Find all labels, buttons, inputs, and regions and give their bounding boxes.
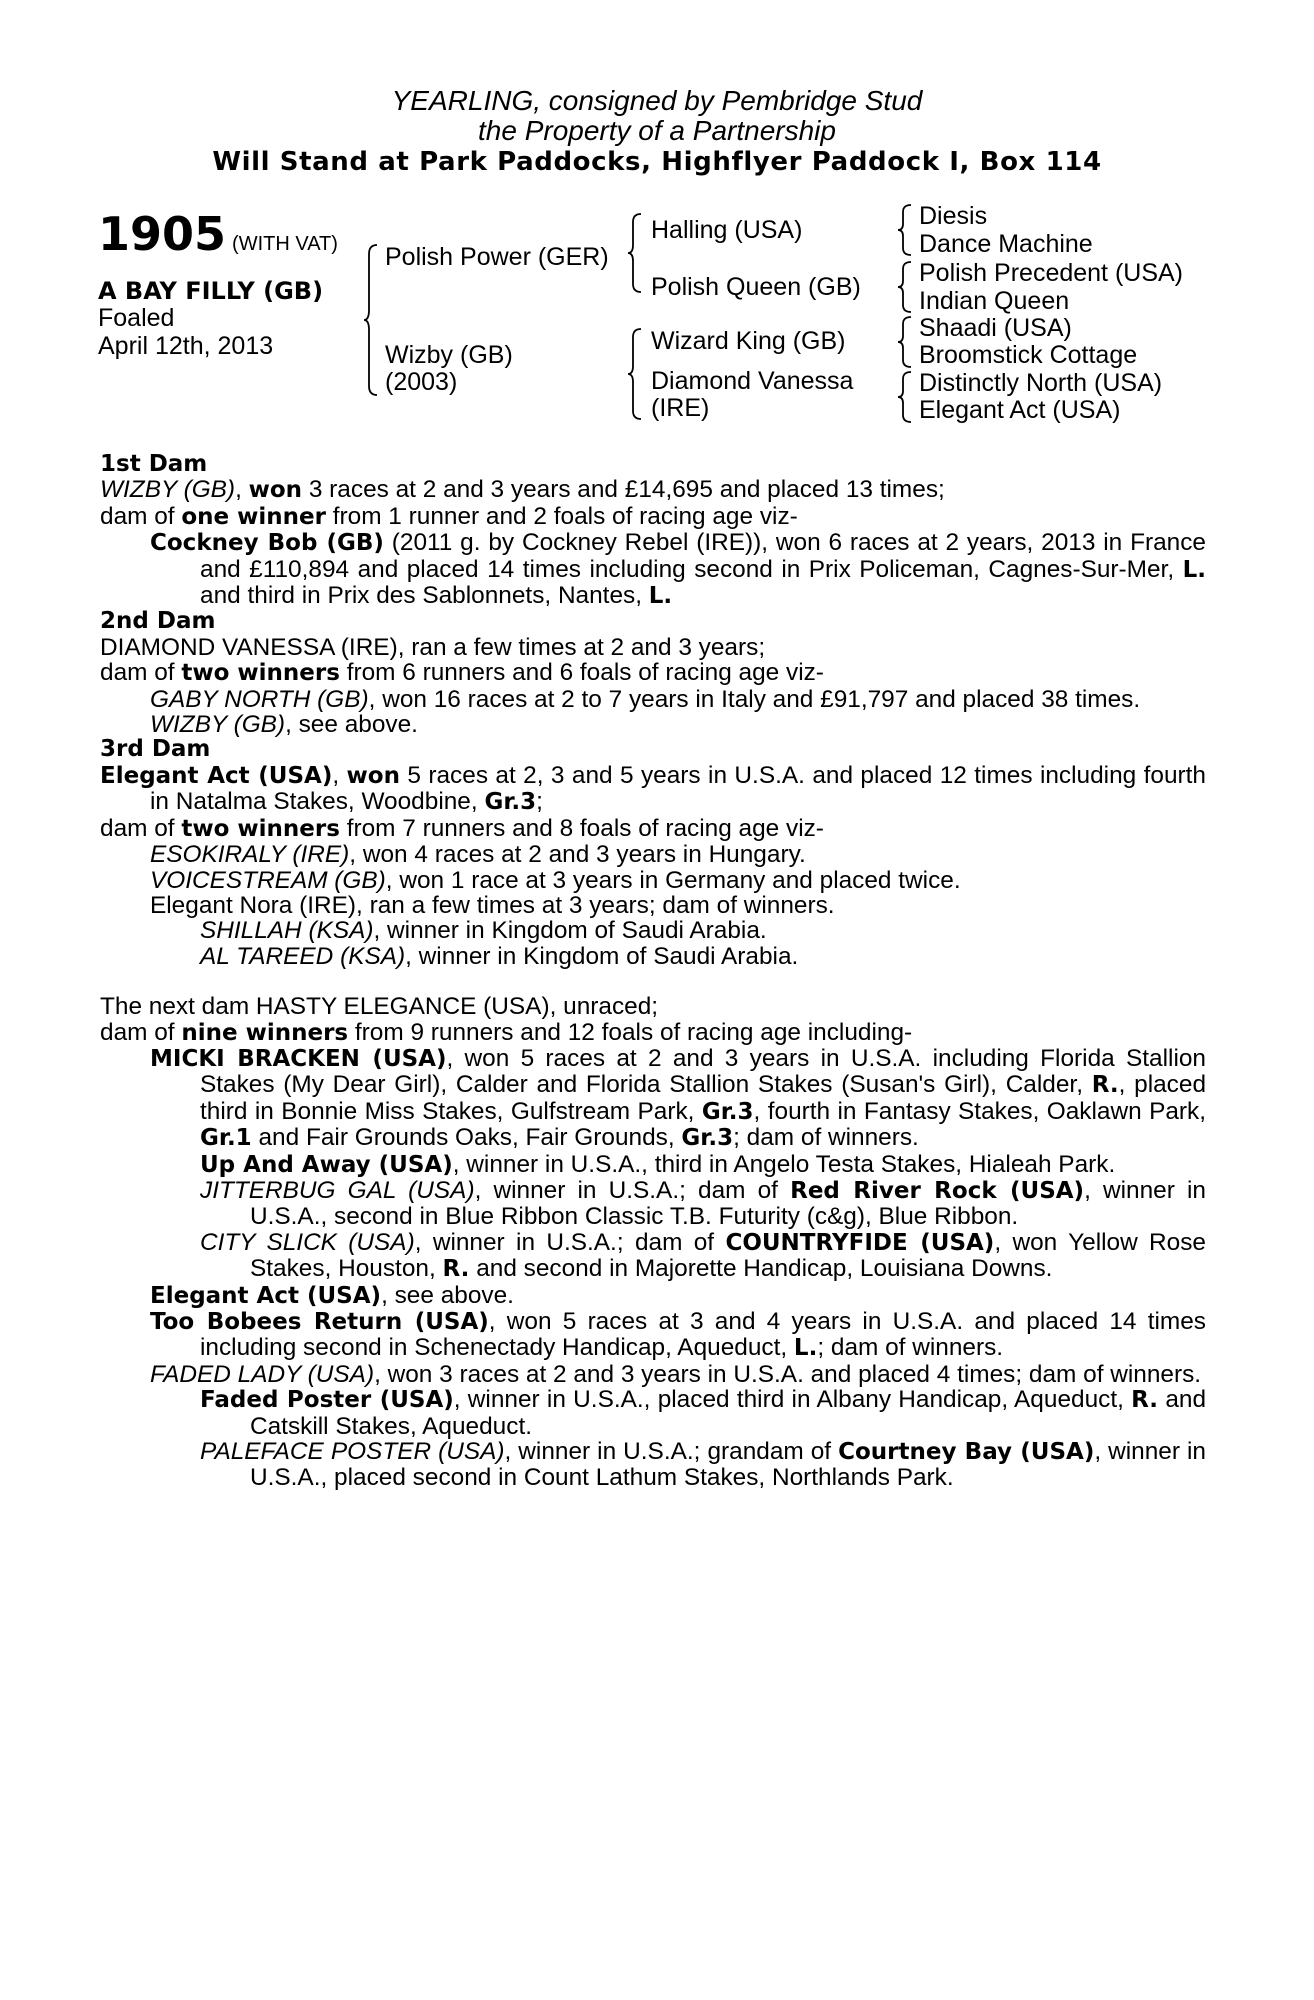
courtney-bay-record: , winner in U.S.A., placed second in Count Lathum Stakes, Northlands Park. xyxy=(250,1438,1206,1492)
countryfide-record-2: and second in Majorette Handicap, Louisiana Downs. xyxy=(476,1255,1053,1283)
city-slick-name: CITY SLICK (USA) xyxy=(200,1228,415,1256)
pedigree-brace-g34 xyxy=(897,261,913,313)
too-bobees-return-entry xyxy=(100,1309,1206,1362)
micki-bracken-record-3: , fourth in Fantasy Stakes, Oaklawn Park, xyxy=(753,1097,1206,1125)
second-dam-produce xyxy=(100,660,1206,686)
second-dam-line: DIAMOND VANESSA (IRE), ran a few times at 2 and 3 years; xyxy=(100,633,766,661)
section-gap xyxy=(100,969,1206,994)
faded-poster-entry xyxy=(100,1387,1206,1439)
produce-summary: from 6 runners and 6 foals of racing age viz- xyxy=(346,659,824,687)
micki-bracken-record-5: ; dam of winners. xyxy=(733,1124,919,1152)
faded-poster-record: , winner in U.S.A., placed third in Albany Handicap, Aqueduct, xyxy=(453,1386,1124,1414)
gaby-north-record: , won 16 races at 2 to 7 years in Italy and £91,797 and placed 38 times. xyxy=(368,685,1141,713)
cockney-bob-entry xyxy=(100,530,1206,609)
pedigree-dam-dam: Diamond Vanessa xyxy=(651,367,854,395)
al-tareed-record: , winner in Kingdom of Saudi Arabia. xyxy=(405,942,799,970)
red-river-rock-record: , winner in U.S.A., second in Blue Ribbon Classic T.B. Futurity (c&g), Blue Ribbon. xyxy=(250,1176,1206,1231)
header-location: Will Stand at Park Paddocks, Highflyer Paddock I, Box 114 xyxy=(212,147,1102,177)
pedigree-sire: Polish Power (GER) xyxy=(385,243,609,271)
faded-lady-name: FADED LADY (USA) xyxy=(150,1360,375,1388)
dam-of: dam of xyxy=(100,1018,175,1046)
third-dam-heading: 3rd Dam xyxy=(100,736,211,763)
pedigree-brace-g78 xyxy=(897,371,913,423)
pedigree-g3: Polish Precedent (USA) xyxy=(919,259,1184,287)
shillah-name: SHILLAH (KSA) xyxy=(200,917,374,945)
winner-count: one winner xyxy=(181,503,326,530)
countryfide-record: , won Yellow Rose Stakes, Houston, xyxy=(250,1228,1206,1283)
pedigree-g1: Diesis xyxy=(919,202,988,230)
jitterbug-gal-entry xyxy=(100,1178,1206,1230)
dam-of: dam of xyxy=(100,659,175,687)
up-and-away-name: Up And Away (USA) xyxy=(200,1151,453,1178)
up-and-away-entry xyxy=(100,1152,1206,1178)
voicestream-name: VOICESTREAM (GB) xyxy=(150,866,386,894)
faded-poster-record-2: and Catskill Stakes, Aqueduct. xyxy=(250,1386,1207,1440)
pedigree-brace-g12 xyxy=(897,204,913,256)
red-river-rock-name: Red River Rock (USA) xyxy=(790,1177,1085,1204)
too-bobees-return-record-2: ; dam of winners. xyxy=(817,1334,1004,1362)
faded-lady-entry xyxy=(100,1362,1206,1387)
listed-marker: L. xyxy=(1182,556,1206,583)
al-tareed-entry xyxy=(100,944,1206,969)
wizby-name: WIZBY (GB) xyxy=(150,711,286,739)
first-dam-produce xyxy=(100,504,1206,530)
second-dam-heading: 2nd Dam xyxy=(100,608,216,635)
micki-bracken-record-2: , placed third in Bonnie Miss Stakes, Gulfstream Park, xyxy=(200,1071,1207,1125)
too-bobees-return-record: , won 5 races at 3 and 4 years in U.S.A. and placed 14 times including second in Schenectady Handicap, Aqueduct, xyxy=(200,1308,1207,1362)
vat-label: (WITH VAT) xyxy=(232,233,338,255)
pedigree-g5: Shaadi (USA) xyxy=(919,314,1072,342)
pedigree-dam: Wizby (GB) xyxy=(385,341,513,369)
gaby-north-entry xyxy=(100,687,1206,712)
group-marker: Gr.3 xyxy=(701,1098,754,1125)
too-bobees-return-name: Too Bobees Return (USA) xyxy=(150,1309,489,1335)
third-dam-produce xyxy=(100,816,1206,842)
listed-marker: L. xyxy=(793,1335,818,1362)
gaby-north-name: GABY NORTH (GB) xyxy=(150,685,369,713)
pedigree-dam-dam-country: (IRE) xyxy=(651,394,710,422)
elegant-nora-entry: Elegant Nora (IRE), ran a few times at 3 years; dam of winners. xyxy=(150,891,835,919)
voicestream-entry xyxy=(100,868,1206,893)
restricted-marker: R. xyxy=(442,1256,470,1283)
listed-marker: L. xyxy=(648,583,673,610)
pedigree-brace-sire xyxy=(627,213,643,293)
pedigree-dam-sire: Wizard King (GB) xyxy=(651,327,846,355)
shillah-entry xyxy=(100,918,1206,943)
esokiraly-record: , won 4 races at 2 and 3 years in Hungary. xyxy=(349,841,806,869)
winner-count: two winners xyxy=(181,815,340,842)
shillah-record: , winner in Kingdom of Saudi Arabia. xyxy=(373,917,767,945)
dam-of: dam of xyxy=(100,814,175,842)
pedigree-brace-main xyxy=(363,244,379,396)
voicestream-record: , won 1 race at 3 years in Germany and placed twice. xyxy=(385,866,961,894)
elegant-act-entry: Elegant Act (USA), won 5 races at 2, 3 and 5 years in U.S.A. and placed 12 times including fourth in Natalma Stakes, Woodbine, Gr.3; xyxy=(100,761,1207,816)
al-tareed-name: AL TAREED (KSA) xyxy=(200,942,406,970)
pedigree-brace-g56 xyxy=(897,316,913,368)
jitterbug-gal-name: JITTERBUG GAL (USA) xyxy=(200,1176,475,1204)
paleface-poster-record: , winner in U.S.A.; grandam of xyxy=(504,1438,832,1466)
micki-bracken-record: , won 5 races at 2 and 3 years in U.S.A. including Florida Stallion Stakes (My Dear Girl), Calder and Florida Stallion Stakes (Susan's Girl), Calder, xyxy=(200,1044,1206,1099)
faded-lady-record: , won 3 races at 2 and 3 years in U.S.A. and placed 4 times; dam of winners. xyxy=(374,1360,1202,1388)
header-consignor: YEARLING, consigned by Pembridge Stud xyxy=(391,85,923,116)
pedigree-dam-year: (2003) xyxy=(385,368,458,396)
wizby-name: WIZBY (GB) xyxy=(100,476,236,504)
pedigree-g4: Indian Queen xyxy=(919,287,1070,315)
won-label: won xyxy=(346,762,400,789)
group-marker: Gr.3 xyxy=(484,789,537,816)
jitterbug-gal-record: , winner in U.S.A.; dam of xyxy=(474,1176,778,1204)
winner-count: two winners xyxy=(181,660,340,687)
next-dam-line: The next dam HASTY ELEGANCE (USA), unraced; xyxy=(100,993,659,1021)
paleface-poster-name: PALEFACE POSTER (USA) xyxy=(200,1438,505,1466)
elegant-act-name: Elegant Act (USA) xyxy=(100,762,333,789)
wizby-record: 3 races at 2 and 3 years and £14,695 and placed 13 times; xyxy=(308,476,945,504)
pedigree-g6: Broomstick Cottage xyxy=(919,341,1138,369)
restricted-marker: R. xyxy=(1131,1387,1159,1414)
pedigree-g7: Distinctly North (USA) xyxy=(919,369,1163,397)
lot-description: A BAY FILLY (GB) xyxy=(98,277,324,305)
wizby-see-above: , see above. xyxy=(285,711,418,739)
pedigree-sire-dam: Polish Queen (GB) xyxy=(651,273,861,301)
courtney-bay-name: Courtney Bay (USA) xyxy=(838,1439,1095,1466)
city-slick-entry xyxy=(100,1230,1206,1283)
winner-count: nine winners xyxy=(181,1019,349,1046)
first-dam-line: WIZBY (GB), won 3 races at 2 and 3 years and £14,695 and placed 13 times; xyxy=(100,476,945,504)
cockney-bob-name: Cockney Bob (GB) xyxy=(150,530,384,557)
micki-bracken-entry xyxy=(100,1046,1206,1152)
group-marker: Gr.3 xyxy=(681,1125,734,1152)
restricted-marker: R. xyxy=(1091,1072,1119,1099)
micki-bracken-record-4: and Fair Grounds Oaks, Fair Grounds, xyxy=(258,1124,675,1152)
produce-summary: from 9 runners and 12 foals of racing age including- xyxy=(354,1018,913,1046)
elegant-act-see-above-text: , see above. xyxy=(381,1281,514,1309)
pedigree-g2: Dance Machine xyxy=(919,230,1093,258)
foaled-label: Foaled xyxy=(98,304,175,332)
esokiraly-name: ESOKIRALY (IRE) xyxy=(150,841,350,869)
next-dam-produce xyxy=(100,1020,1206,1046)
foaled-date: April 12th, 2013 xyxy=(98,332,274,360)
won-label: won xyxy=(248,477,303,504)
header-property: the Property of a Partnership xyxy=(478,115,836,146)
pedigree-g8: Elegant Act (USA) xyxy=(919,396,1121,424)
first-dam-heading: 1st Dam xyxy=(100,451,208,477)
esokiraly-entry xyxy=(100,842,1206,867)
dam-of: dam of xyxy=(100,502,175,530)
faded-poster-name: Faded Poster (USA) xyxy=(200,1387,454,1414)
produce-summary: from 1 runner and 2 foals of racing age viz- xyxy=(332,502,798,530)
elegant-act-see-above xyxy=(100,1283,1206,1309)
paleface-poster-entry xyxy=(100,1439,1206,1491)
pedigree-sire-sire: Halling (USA) xyxy=(651,216,803,244)
group-marker: Gr.1 xyxy=(200,1125,252,1152)
lot-number: 1905 xyxy=(98,207,227,261)
city-slick-record: , winner in U.S.A.; dam of xyxy=(414,1228,715,1256)
up-and-away-record: , winner in U.S.A., third in Angelo Testa Stakes, Hialeah Park. xyxy=(452,1150,1116,1178)
produce-summary: from 7 runners and 8 foals of racing age viz- xyxy=(346,814,824,842)
elegant-act-name: Elegant Act (USA) xyxy=(150,1282,382,1309)
micki-bracken-name: MICKI BRACKEN (USA) xyxy=(150,1045,447,1072)
pedigree-brace-dam xyxy=(627,328,643,420)
cockney-bob-record: (2011 g. by Cockney Rebel (IRE)), won 6 races at 2 years, 2013 in France and £110,894 and placed 14 times including second in Prix Policeman, Cagnes-Sur-Mer, xyxy=(200,529,1206,583)
lot-number-line xyxy=(98,207,338,268)
countryfide-name: COUNTRYFIDE (USA) xyxy=(725,1229,995,1256)
wizby-entry xyxy=(100,712,1206,737)
elegant-act-record: 5 races at 2, 3 and 5 years in U.S.A. and placed 12 times including fourth in Natalma Stakes, Woodbine, xyxy=(150,761,1207,816)
catalogue-body xyxy=(100,452,1206,1491)
cockney-bob-record-2: and third in Prix des Sablonnets, Nantes, xyxy=(200,582,642,610)
